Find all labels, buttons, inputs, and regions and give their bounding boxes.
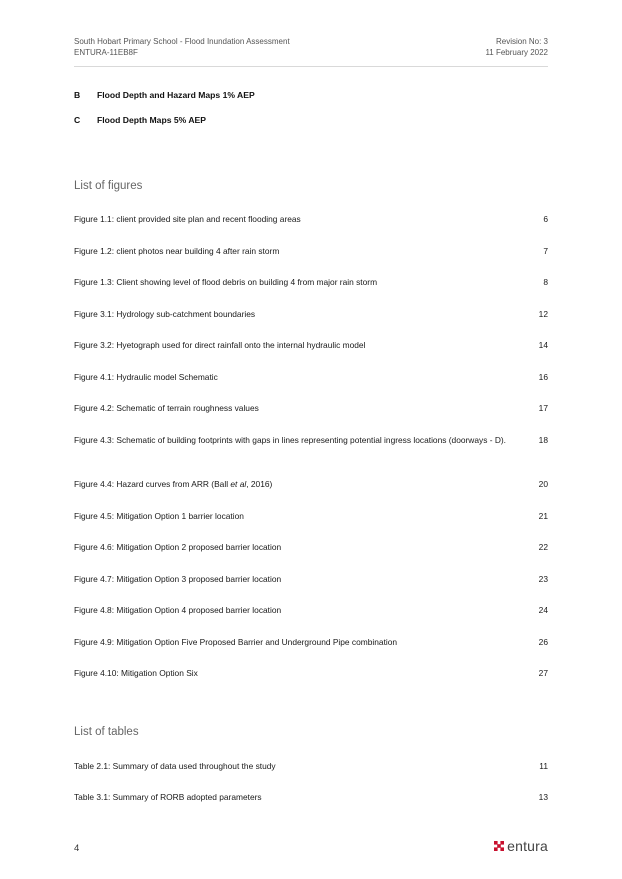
figure-caption: Figure 3.2: Hyetograph used for direct rainfall onto the internal hydraulic model — [74, 340, 366, 350]
appendix-letter: B — [74, 90, 81, 100]
figure-page-number: 21 — [538, 511, 548, 521]
report-code: ENTURA-11EB8F — [74, 48, 138, 57]
figure-page-number: 7 — [543, 246, 548, 256]
figure-entry[interactable] — [74, 604, 548, 617]
figure-entry[interactable] — [74, 510, 548, 523]
figure-entry[interactable] — [74, 636, 548, 649]
figure-page-number: 24 — [538, 605, 548, 615]
figure-page-number: 22 — [538, 542, 548, 552]
figure-entry[interactable] — [74, 541, 548, 554]
running-header-left — [74, 36, 290, 58]
figure-entry[interactable] — [74, 434, 548, 447]
figure-page-number: 6 — [543, 214, 548, 224]
header-divider — [74, 66, 548, 67]
figure-page-number: 14 — [538, 340, 548, 350]
figure-entry[interactable] — [74, 667, 548, 680]
figure-page-number: 20 — [538, 479, 548, 489]
table-entry[interactable] — [74, 791, 548, 804]
figure-caption: Figure 4.5: Mitigation Option 1 barrier location — [74, 511, 244, 521]
figure-caption: Figure 1.3: Client showing level of flood debris on building 4 from major rain storm — [74, 277, 378, 287]
table-page-number: 11 — [539, 761, 548, 771]
appendix-title: Flood Depth and Hazard Maps 1% AEP — [97, 90, 255, 100]
figure-caption: Figure 4.4: Hazard curves from ARR (Ball et al, 2016) — [74, 479, 273, 489]
figure-entry[interactable] — [74, 276, 548, 289]
report-title: South Hobart Primary School - Flood Inundation Assessment — [74, 37, 290, 46]
running-header-right — [485, 36, 548, 58]
figure-caption: Figure 1.1: client provided site plan and recent flooding areas — [74, 214, 301, 224]
appendix-entry-c[interactable] — [74, 115, 206, 125]
figure-caption: Figure 4.3: Schematic of building footprints with gaps in lines representing potential ingress locations (doorways - D). — [74, 435, 506, 445]
table-page-number: 13 — [538, 792, 548, 802]
figure-caption: Figure 4.1: Hydraulic model Schematic — [74, 372, 218, 382]
list-of-figures-heading: List of figures — [74, 180, 143, 192]
table-caption: Table 2.1: Summary of data used throughout the study — [74, 761, 276, 771]
figure-page-number: 23 — [538, 574, 548, 584]
entura-mark-icon — [494, 841, 504, 851]
figure-caption: Figure 4.8: Mitigation Option 4 proposed barrier location — [74, 605, 282, 615]
figure-caption: Figure 4.10: Mitigation Option Six — [74, 668, 198, 678]
figure-entry[interactable] — [74, 339, 548, 352]
figure-page-number: 12 — [538, 309, 548, 319]
figure-entry[interactable] — [74, 478, 548, 491]
figure-entry[interactable] — [74, 573, 548, 586]
figure-page-number: 16 — [538, 372, 548, 382]
entura-logo — [494, 838, 548, 854]
logo-wordmark: entura — [507, 838, 548, 854]
list-of-tables-heading: List of tables — [74, 726, 139, 738]
page-number: 4 — [74, 843, 80, 854]
figure-caption: Figure 4.7: Mitigation Option 3 proposed barrier location — [74, 574, 282, 584]
report-date: 11 February 2022 — [485, 48, 548, 57]
figure-page-number: 26 — [538, 637, 548, 647]
table-caption: Table 3.1: Summary of RORB adopted parameters — [74, 792, 262, 802]
appendix-letter: C — [74, 115, 81, 125]
appendix-title: Flood Depth Maps 5% AEP — [97, 115, 207, 125]
figure-page-number: 18 — [538, 435, 548, 445]
figure-page-number: 17 — [538, 403, 548, 413]
figure-caption: Figure 4.6: Mitigation Option 2 proposed barrier location — [74, 542, 282, 552]
figure-caption: Figure 1.2: client photos near building 4 after rain storm — [74, 246, 280, 256]
table-entry[interactable] — [74, 760, 548, 773]
figure-entry[interactable] — [74, 371, 548, 384]
figure-page-number: 8 — [543, 277, 548, 287]
figure-entry[interactable] — [74, 402, 548, 415]
figure-entry[interactable] — [74, 245, 548, 258]
figure-entry[interactable] — [74, 308, 548, 321]
figure-caption: Figure 4.9: Mitigation Option Five Proposed Barrier and Underground Pipe combination — [74, 637, 398, 647]
figure-page-number: 27 — [538, 668, 548, 678]
figure-caption: Figure 4.2: Schematic of terrain roughness values — [74, 403, 259, 413]
figure-entry[interactable] — [74, 213, 548, 226]
figure-caption: Figure 3.1: Hydrology sub-catchment boundaries — [74, 309, 256, 319]
appendix-entry-b[interactable] — [74, 90, 255, 100]
revision-number: Revision No: 3 — [495, 37, 548, 46]
